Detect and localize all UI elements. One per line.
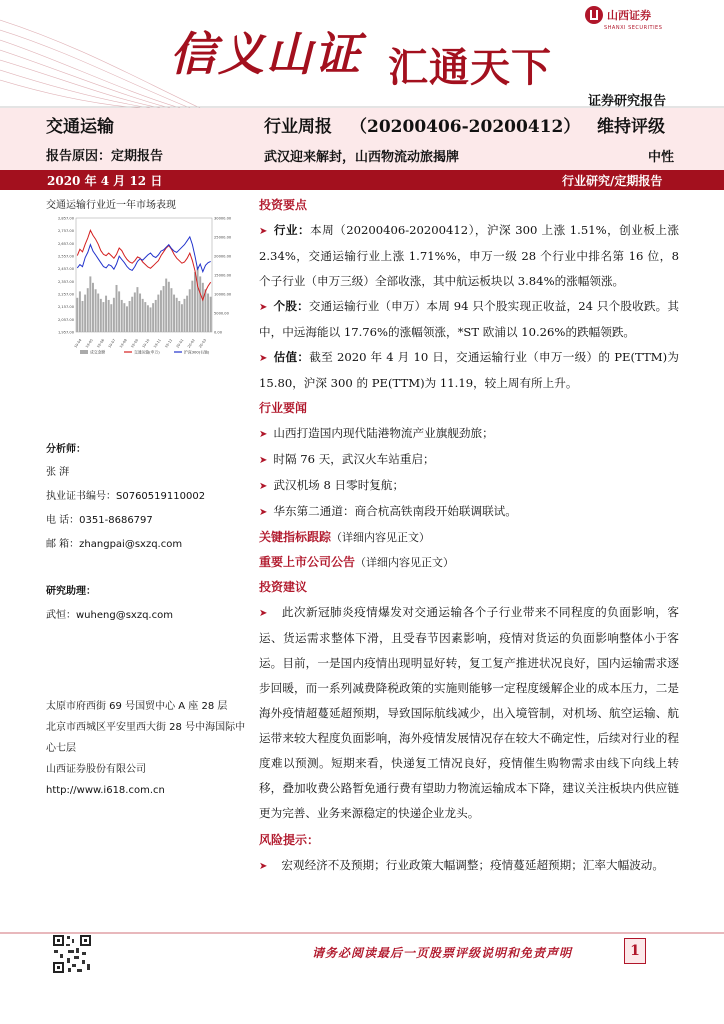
volume-bar bbox=[165, 279, 167, 332]
y-left-tick: 2,257.00 bbox=[57, 292, 74, 297]
assistant-contact[interactable]: 武恒：wuheng@sxzq.com bbox=[46, 610, 173, 621]
volume-bar bbox=[147, 305, 149, 332]
y-left-tick: 2,157.00 bbox=[57, 305, 74, 310]
volume-bar bbox=[108, 300, 110, 332]
x-tick: 19-09 bbox=[130, 338, 140, 349]
page-number: 1 bbox=[624, 938, 646, 964]
arrow-icon: ➤ bbox=[259, 507, 268, 518]
volume-bar bbox=[160, 290, 162, 332]
announce-line bbox=[259, 550, 679, 575]
volume-bar bbox=[134, 292, 136, 332]
x-tick: 19-07 bbox=[107, 338, 117, 349]
report-date: 2020 年 4 月 12 日 bbox=[47, 174, 163, 188]
y-left-tick: 2,857.00 bbox=[57, 216, 74, 221]
tracking-heading: 关键指标跟踪 bbox=[259, 530, 332, 544]
volume-bar bbox=[210, 297, 212, 332]
point-text: 截至 2020 年 4 月 10 日，交通运输行业（申万一级）的 PE(TTM)为 15.80，沪深 300 的 PE(TTM)为 11.19，较上周有所上升。 bbox=[259, 350, 679, 390]
volume-bar bbox=[87, 288, 89, 332]
volume-bar bbox=[97, 294, 99, 332]
analyst-phone: 电 话：0351-8686797 bbox=[46, 515, 153, 526]
y-right-tick: 25000.00 bbox=[214, 235, 232, 240]
x-tick: 19-04 bbox=[73, 338, 83, 349]
address-company: 山西证券股份有限公司 bbox=[46, 764, 146, 775]
volume-bar bbox=[197, 267, 199, 332]
arrow-icon: ➤ bbox=[259, 302, 268, 313]
market-performance-chart bbox=[46, 212, 242, 362]
company-logo-icon bbox=[585, 6, 603, 24]
y-left-tick: 2,457.00 bbox=[57, 267, 74, 272]
header-banner bbox=[0, 0, 724, 108]
tracking-note: （详细内容见正文） bbox=[331, 531, 431, 544]
news-text: 时隔 76 天，武汉火车站重启； bbox=[273, 452, 435, 466]
chart-title: 交通运输行业近一年市场表现 bbox=[46, 200, 176, 211]
y-left-tick: 2,357.00 bbox=[57, 279, 74, 284]
point-text: 交通运输行业（申万）本周 94 只个股实现正收益，24 只个股收跌。其中，中远海能以 17.76%的涨幅领涨，*ST 欧浦以 10.26%的跌幅领跌。 bbox=[259, 299, 679, 339]
volume-bar bbox=[136, 287, 138, 332]
y-right-tick: 30000.00 bbox=[214, 216, 232, 221]
volume-bar bbox=[123, 303, 125, 332]
y-left-tick: 2,557.00 bbox=[57, 254, 74, 259]
volume-bar bbox=[131, 297, 133, 332]
y-left-tick: 2,657.00 bbox=[57, 241, 74, 246]
analyst-email[interactable]: 邮 箱：zhangpai@sxzq.com bbox=[46, 539, 183, 550]
volume-bar bbox=[76, 298, 78, 332]
report-reason: 报告原因：定期报告 bbox=[46, 149, 164, 164]
volume-bar bbox=[150, 307, 152, 332]
address-line1: 太原市府西街 69 号国贸中心 A 座 28 层 bbox=[46, 701, 228, 712]
x-tick: 19-10 bbox=[141, 338, 151, 349]
news-text: 山西打造国内现代陆港物流产业旗舰劲旅； bbox=[273, 426, 494, 440]
point-industry bbox=[259, 218, 679, 294]
assistant-heading: 研究助理： bbox=[46, 586, 96, 597]
risk-heading: 风险提示： bbox=[259, 833, 320, 847]
address-block bbox=[46, 696, 246, 801]
company-logo bbox=[585, 6, 651, 24]
volume-bar bbox=[176, 298, 178, 332]
legend-label: 成交金额 bbox=[90, 349, 106, 355]
x-tick: 20-01 bbox=[175, 338, 185, 349]
industry-name: 交通运输 bbox=[46, 117, 114, 137]
arrow-icon: ➤ bbox=[259, 455, 268, 466]
footer-line bbox=[0, 932, 724, 934]
y-right-tick: 10000.00 bbox=[214, 292, 232, 297]
volume-bar bbox=[186, 296, 188, 332]
point-label: 个股： bbox=[273, 299, 309, 313]
company-name: 山西证券 bbox=[607, 9, 651, 22]
arrow-icon: ➤ bbox=[259, 429, 268, 440]
news-text: 武汉机场 8 日零时复航； bbox=[273, 478, 405, 492]
point-stocks bbox=[259, 294, 679, 345]
volume-bar bbox=[204, 289, 206, 332]
volume-bar bbox=[105, 296, 107, 332]
volume-bar bbox=[168, 282, 170, 332]
advice-heading: 投资建议 bbox=[259, 580, 308, 594]
volume-bar bbox=[129, 301, 131, 332]
volume-bar bbox=[89, 276, 91, 332]
analyst-name: 张 湃 bbox=[46, 467, 70, 478]
analyst-cert: 执业证书编号：S0760519110002 bbox=[46, 491, 206, 502]
y-left-tick: 1,957.00 bbox=[57, 330, 74, 335]
qr-code-icon[interactable] bbox=[52, 934, 92, 974]
legend-label: 交通运输(申万) bbox=[134, 349, 160, 355]
news-item bbox=[259, 499, 679, 525]
report-category: 行业研究/定期报告 bbox=[562, 174, 663, 188]
volume-bar bbox=[121, 300, 123, 332]
volume-bar bbox=[102, 302, 104, 332]
news-item bbox=[259, 421, 679, 447]
y-right-tick: 5000.00 bbox=[214, 311, 229, 316]
y-left-tick: 2,057.00 bbox=[57, 317, 74, 322]
advice-paragraph bbox=[259, 600, 679, 826]
tracking-line bbox=[259, 525, 679, 550]
x-tick: 19-08 bbox=[118, 338, 128, 349]
volume-bar bbox=[189, 289, 191, 332]
volume-bar bbox=[152, 303, 154, 332]
announce-heading: 重要上市公司公告 bbox=[259, 555, 356, 569]
report-kind: 行业周报 bbox=[264, 117, 332, 137]
volume-bar bbox=[126, 306, 128, 332]
point-label: 行业： bbox=[273, 223, 311, 237]
x-tick: 20-02 bbox=[186, 338, 196, 349]
footer-disclaimer: 请务必阅读最后一页股票评级说明和免责声明 bbox=[312, 946, 573, 960]
volume-bar bbox=[142, 299, 144, 332]
legend-label: 沪深300(右轴) bbox=[184, 349, 210, 355]
arrow-icon: ➤ bbox=[259, 353, 268, 364]
x-tick: 20-03 bbox=[198, 338, 208, 349]
report-period: （20200406-20200412） bbox=[350, 117, 581, 137]
assistant-block bbox=[46, 582, 246, 621]
news-item bbox=[259, 447, 679, 473]
risk-text: 宏观经济不及预期；行业政策大幅调整；疫情蔓延超预期；汇率大幅波动。 bbox=[281, 858, 664, 872]
volume-bar bbox=[95, 289, 97, 332]
y-right-tick: 15000.00 bbox=[214, 273, 232, 278]
arrow-icon: ➤ bbox=[259, 226, 268, 237]
volume-bar bbox=[84, 295, 86, 332]
main-content bbox=[259, 193, 679, 879]
volume-bar bbox=[202, 283, 204, 332]
x-tick: 19-12 bbox=[164, 338, 174, 349]
company-name-en: SHANXI SECURITIES bbox=[604, 25, 663, 31]
volume-bar bbox=[144, 302, 146, 332]
volume-bar bbox=[100, 299, 102, 332]
volume-bar bbox=[199, 276, 201, 332]
volume-bar bbox=[157, 295, 159, 332]
announce-note: （详细内容见正文） bbox=[355, 556, 455, 569]
volume-bar bbox=[139, 294, 141, 332]
advice-text: 此次新冠肺炎疫情爆发对交通运输各个子行业带来不同程度的负面影响，客运、货运需求整体下滑，且受春节因素影响，疫情对货运的负面影响整体小于客运。目前，一是国内疫情出现明显好转，复工复产推进状况良好，国内运输需求逐步回暖，而一系列减费降税政策的实施则能够一定程度缓解企业的成本压力，二是海外疫情超蔓延超预期，导致国际航线减少，出入境管制，对机场、航空运输、航运带来较大程度负面影响，海外疫情发展情况存在较大不确定性，后续对行业的程度难以预测。短期来看，快递复工情况良好，疫情催生购物需求由线下向线上转移，叠加收费公路暂免通行费有望助力物流运输成本下降，建议关注板块内供应链更为完善、业务来源稳定的快递企业龙头。 bbox=[259, 605, 679, 820]
volume-bar bbox=[82, 301, 84, 332]
x-tick: 19-06 bbox=[96, 338, 106, 349]
volume-bar bbox=[181, 304, 183, 332]
rating-value: 中性 bbox=[648, 150, 675, 165]
arrow-icon: ➤ bbox=[259, 481, 268, 492]
slogan-left: 信义山证 bbox=[170, 27, 362, 81]
news-text: 华东第二通道：商合杭高铁南段开始联调联试。 bbox=[273, 504, 517, 518]
volume-bar bbox=[178, 301, 180, 332]
volume-bar bbox=[79, 291, 81, 332]
report-type: 证券研究报告 bbox=[588, 94, 667, 108]
points-heading: 投资要点 bbox=[259, 198, 308, 212]
x-tick: 19-11 bbox=[152, 338, 162, 349]
x-tick: 19-05 bbox=[84, 338, 94, 349]
address-url[interactable]: http://www.i618.com.cn bbox=[46, 785, 165, 796]
point-text: 本周（20200406-20200412），沪深 300 上涨 1.51%，创业板上涨 2.34%，交通运输行业上涨 1.71%%，申万一级 28 个行业中排名第 16 位，8 个子行业（申万三级）全部收涨，其中航运板块以 3.84%的涨幅领涨。 bbox=[259, 223, 679, 288]
y-right-tick: 20000.00 bbox=[214, 254, 232, 259]
volume-bar bbox=[173, 295, 175, 332]
volume-bar bbox=[92, 283, 94, 332]
point-label: 估值： bbox=[273, 350, 310, 364]
volume-bar bbox=[116, 285, 118, 332]
analyst-heading: 分析师： bbox=[46, 444, 86, 455]
volume-bar bbox=[155, 300, 157, 332]
arrow-icon: ➤ bbox=[259, 861, 268, 872]
address-line2: 北京市西城区平安里西大街 28 号中海国际中心七层 bbox=[46, 722, 246, 754]
risk-paragraph bbox=[259, 853, 679, 879]
y-left-tick: 2,757.00 bbox=[57, 229, 74, 234]
volume-bar bbox=[194, 272, 196, 332]
y-right-tick: 0.00 bbox=[214, 330, 223, 335]
volume-bar bbox=[170, 288, 172, 332]
volume-bar bbox=[207, 294, 209, 332]
volume-bar bbox=[118, 291, 120, 332]
analyst-block bbox=[46, 440, 246, 550]
volume-bar bbox=[110, 304, 112, 332]
point-valuation bbox=[259, 345, 679, 396]
arrow-icon: ➤ bbox=[259, 608, 268, 619]
news-item bbox=[259, 473, 679, 499]
slogan-right: 汇通天下 bbox=[388, 44, 552, 91]
volume-bar bbox=[163, 286, 165, 332]
news-heading: 行业要闻 bbox=[259, 401, 308, 415]
legend-swatch bbox=[80, 350, 88, 354]
volume-bar bbox=[113, 298, 115, 332]
volume-bar bbox=[184, 299, 186, 332]
report-subtitle: 武汉迎来解封，山西物流动旅揭牌 bbox=[264, 150, 460, 165]
volume-bar bbox=[191, 281, 193, 332]
rating-label: 维持评级 bbox=[597, 117, 665, 137]
